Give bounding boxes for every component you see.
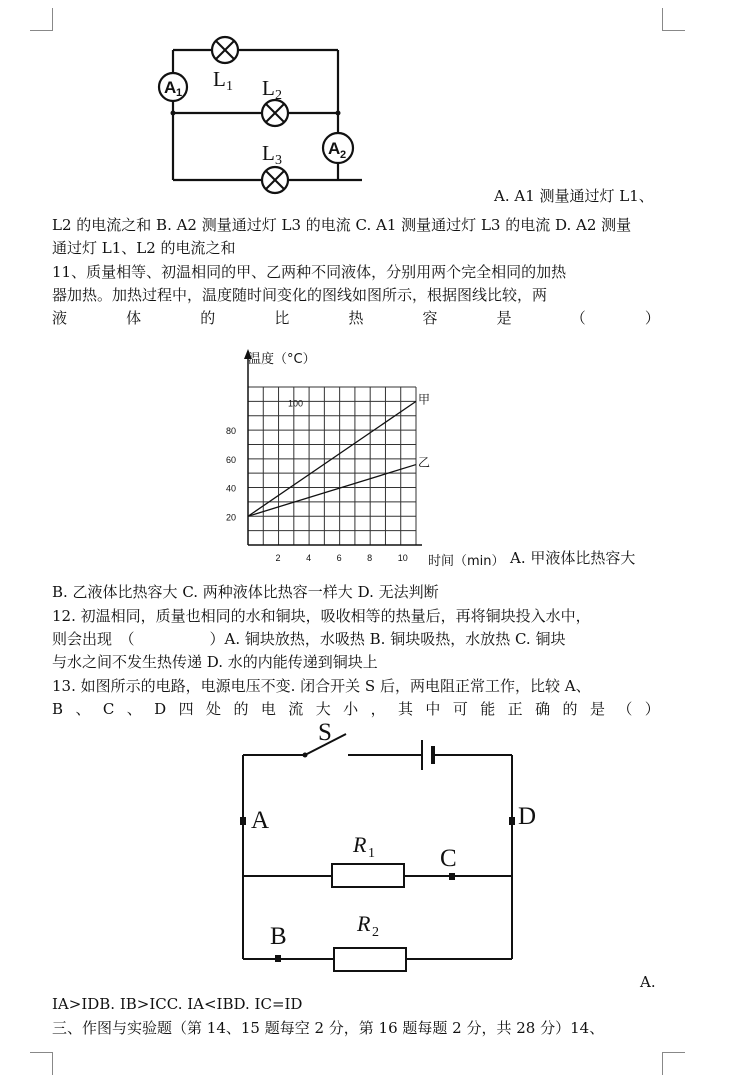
- ammeter-a1-label: A: [164, 78, 177, 97]
- top-label: 100: [288, 398, 304, 409]
- q11-line1: 11、质量相等、初温相同的甲、乙两种不同液体，分别用两个完全相同的加热: [52, 263, 567, 281]
- q12-line1: 12. 初温相同，质量也相同的水和铜块，吸收相等的热量后，再将铜块投入水中，: [52, 607, 591, 625]
- corner-mark-bottom-right: [662, 1052, 685, 1075]
- resistor-r1-symbol: [332, 864, 404, 887]
- x-tick-label: 10: [397, 553, 408, 563]
- lamp-l2-sub: 2: [275, 88, 282, 103]
- series-label: 乙: [418, 455, 431, 470]
- ammeter-a1-sub: 1: [176, 87, 183, 99]
- q10-options-line3: 通过灯 L1、L2 的电流之和: [52, 239, 236, 257]
- q13-options-rest: IA>IDB. IB>ICC. IA<IBD. IC=ID: [52, 995, 303, 1013]
- resistor-r1-sub: 1: [368, 846, 375, 861]
- q11-line3: [52, 308, 660, 328]
- q13-line2-word: 、: [126, 700, 142, 718]
- lamp-l2-label: L: [262, 76, 275, 100]
- circuit-diagram-1: [0, 0, 740, 200]
- resistor-r2-sub: 2: [372, 925, 379, 940]
- q13-line2-word: 可: [452, 700, 468, 718]
- point-b-marker: [275, 955, 281, 962]
- q11-line3-word: 液: [52, 309, 68, 327]
- ammeter-a2-sub: 2: [340, 149, 347, 161]
- point-b-label: B: [270, 923, 287, 950]
- q11-line3-word: 比: [274, 309, 290, 327]
- q11-line2: 器加热。加热过程中，温度随时间变化的图线如图所示，根据图线比较，两: [52, 286, 548, 304]
- ammeter-a2-label: A: [328, 139, 341, 158]
- y-tick-label: 60: [226, 454, 237, 465]
- lamp-l3-label: L: [262, 141, 275, 165]
- q10-options-line1: A. A1 测量通过灯 L1、: [494, 187, 654, 205]
- q13-line2-word: 中: [425, 700, 441, 718]
- q13-line2-word: 、: [75, 700, 91, 718]
- y-tick-label: 40: [226, 483, 237, 494]
- q13-line2-word: C: [102, 700, 115, 718]
- x-tick-label: 4: [306, 553, 312, 563]
- series-line: [248, 465, 416, 517]
- y-axis-label: 温度（°C）: [248, 352, 316, 367]
- q13-line2-word: 处: [206, 700, 222, 718]
- y-tick-label: 80: [226, 426, 237, 437]
- q11-line3-word: 的: [200, 309, 216, 327]
- q13-line2-word: 大: [315, 700, 331, 718]
- q12-line3: 与水之间不发生热传递 D. 水的内能传递到铜块上: [52, 653, 378, 671]
- q13-line2-word: B: [52, 700, 64, 718]
- q13-line2-word: 正: [507, 700, 523, 718]
- x-axis-label: 时间（min）: [428, 554, 505, 569]
- q11-line3-word: 容: [422, 309, 438, 327]
- series-label: 甲: [418, 392, 431, 407]
- circuit-diagram-2: [0, 700, 740, 1000]
- section3-heading: 三、作图与实验题（第 14、15 题每空 2 分，第 16 题每题 2 分，共 28 分）14、: [52, 1019, 605, 1037]
- point-c-marker: [449, 873, 455, 880]
- q13-option-a-label: A.: [640, 973, 656, 991]
- resistor-r2-symbol: [334, 948, 406, 971]
- q13-line2-word: 的: [233, 700, 249, 718]
- point-a-marker: [240, 817, 246, 825]
- q13-line1: 13. 如图所示的电路，电源电压不变. 闭合开关 S 后，两电阻正常工作，比较 A、: [52, 677, 591, 695]
- lamp-l2-symbol: [262, 100, 288, 126]
- q13-line2-word: 能: [480, 700, 496, 718]
- x-tick-label: 8: [367, 553, 373, 563]
- q13-line2-word: （: [617, 700, 633, 718]
- q13-line2-word: 是: [589, 700, 605, 718]
- switch-label: S: [318, 719, 332, 746]
- point-d-marker: [509, 817, 515, 825]
- q13-line2-word: 流: [288, 700, 304, 718]
- q13-line2-word: 的: [562, 700, 578, 718]
- q11-option-a: A. 甲液体比热容大: [510, 549, 636, 567]
- q13-line2-word: ，: [370, 700, 386, 718]
- point-a-label: A: [251, 807, 270, 834]
- point-d-label: D: [518, 803, 537, 830]
- corner-mark-bottom-left: [30, 1052, 53, 1075]
- temperature-time-chart: [0, 335, 740, 575]
- q11-line3-word: （: [570, 309, 586, 327]
- y-tick-label: 20: [226, 512, 237, 523]
- q13-line2-word: 小: [343, 700, 359, 718]
- switch-pivot: [303, 753, 308, 758]
- lamp-l1-label: L: [213, 67, 226, 91]
- q13-line2-word: 确: [535, 700, 551, 718]
- resistor-r2-label: R: [357, 911, 371, 936]
- q12-line2: 则会出现 （ ）A. 铜块放热，水吸热 B. 铜块吸热，水放热 C. 铜块: [52, 630, 566, 648]
- q13-line2-word: ）: [644, 700, 660, 718]
- q11-line3-word: 是: [496, 309, 512, 327]
- x-tick-label: 6: [336, 553, 342, 563]
- resistor-r1-label: R: [353, 832, 367, 857]
- lamp-l1-symbol: [212, 37, 238, 63]
- point-c-label: C: [440, 845, 457, 872]
- x-tick-label: 2: [275, 553, 281, 563]
- q11-line3-word: ）: [644, 309, 660, 327]
- q10-options-line2: L2 的电流之和 B. A2 测量通过灯 L3 的电流 C. A1 测量通过灯 L3 的电流 D. A2 测量: [52, 216, 632, 234]
- q13-line2-word: 四: [178, 700, 194, 718]
- lamp-l3-symbol: [262, 167, 288, 193]
- q11-line3-word: 体: [126, 309, 142, 327]
- q11-line3-word: 热: [348, 309, 364, 327]
- q13-line2-word: D: [154, 700, 167, 718]
- q13-line2-word: 电: [260, 700, 276, 718]
- q13-line2-word: 其: [397, 700, 413, 718]
- lamp-l3-sub: 3: [275, 153, 282, 168]
- q11-options-rest: B. 乙液体比热容大 C. 两种液体比热容一样大 D. 无法判断: [52, 583, 439, 601]
- lamp-l1-sub: 1: [226, 79, 233, 94]
